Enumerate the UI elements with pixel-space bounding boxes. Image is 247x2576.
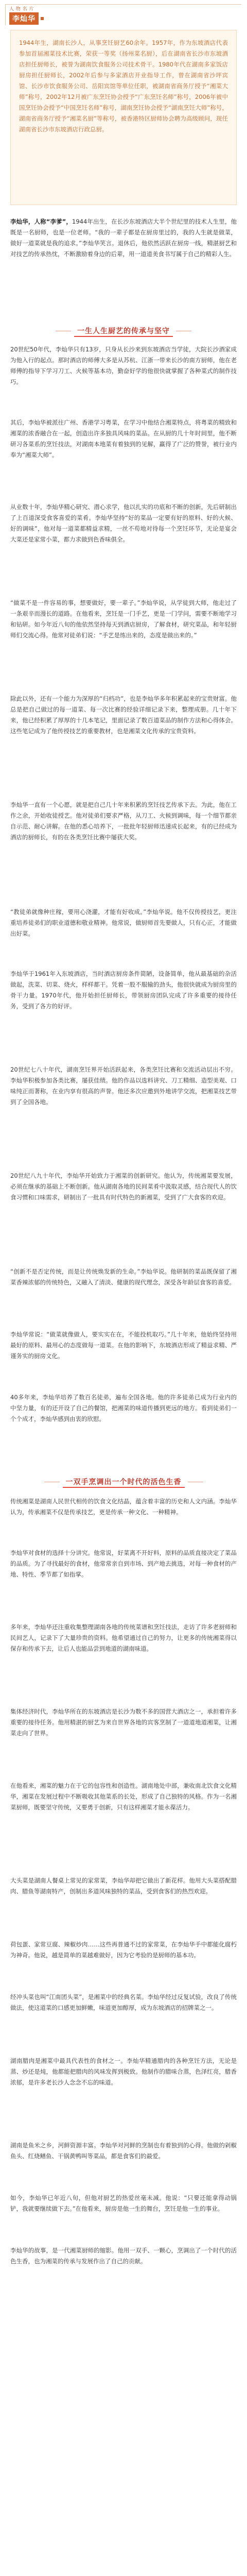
s2-paragraph: 李灿华对食材的选择十分讲究。他常说，好菜离不开好料，原料的品质直接决定了菜品的品质。为了寻找最好的食材，他常常亲自到市场、到产地去挑选，对每一种食材的产地、特性、季节都了如指掌。 [10, 1549, 237, 1578]
s2-paragraph: 多年来，李灿华还注重收集整理湖南各地的传统菜谱和烹饪技法，走访了许多老厨师和民间艺人，记录下了大量珍贵的资料。他希望通过自己的努力，让更多的传统湘菜得以保存和传承下去，让后人也能品尝到地道的湖南味道。 [10, 1623, 237, 1652]
s1-paragraph: 20世纪七八十年代，湖南烹饪界开始活跃起来，各类烹饪比赛和交流活动层出不穷。李灿华积极参加各类比赛，屡获佳绩。他的作品以选料讲究、刀工精细、造型美观、口味纯正而著称，在业内享有很高的声誉。他还多次应邀到外地讲学交流，把湘菜技艺带到了全国各地。 [10, 1066, 237, 1106]
s2-paragraph: 集体经济时代，李灿华所在的东坡酒店是长沙为数不多的国营大酒店之一，承担着许多重要的接待任务。他用精湛的厨艺为来自世界各地的宾客烹制了一道道地道湘菜，让湘菜走向了世界。 [10, 1708, 237, 1737]
s2-paragraph: 传统湘菜是湖南人民世代相传的饮食文化结晶，蕴含着丰富的历史和人文内涵。李灿华认为，传承湘菜不仅是传承技艺，更是传承一种文化、一种精神。 [10, 1498, 237, 1516]
section2-title: 一双手烹调出一个时代的活色生香 [63, 1477, 185, 1488]
s1-paragraph: “做菜不是一件容易的事，想要做好，要一辈子。”李灿华说，从学徒到大师，他走过了一条艰辛而漫长的道路。在他看来，烹饪是一门手艺，更是一门学问，需要不断地学习和钻研。如今年近八旬的他依然坚持每天到酒店厨房，了解食材，研究菜品，和年轻厨师们交流心得。他常对徒弟们说：“手艺是练出来的，态度是做出来的。” [10, 599, 237, 639]
lead-text: 1944年出生，在长沙东坡酒店大半个世纪里的技术人生里，他既是一名厨师，也是一位老师。“我的一辈子都是在厨房里过的，我的人生就是做菜，做好一道菜就是我的追求。”李灿华笑言。退休后，他依然活跃在厨房一线，精湛厨艺和对技艺的传承热忱，不断激励着身边的后辈，用一道道美食书写属于自己的精彩人生。 [10, 218, 237, 258]
profile-name-block [9, 12, 44, 25]
s2-paragraph: 湖南腊肉是湘菜中最具代表性的食材之一。李灿华精通腊肉的各种烹饪方法，无论是蒸、炒还是炖，他都能把腊肉的风味发挥到极致。他制作的腊味合蒸，色泽红亮，腊香浓郁，是许多老长沙人念念不忘的味道。 [10, 2057, 237, 2086]
s2-paragraph: 李灿华的故事，是一代湘菜厨师的缩影。他用一双手、一颗心，烹调出了一个时代的活色生香，也为湘菜的传承与发展作出了自己的贡献。 [10, 2247, 237, 2265]
s1-paragraph: 20世纪八九十年代，李灿华开始致力于湘菜的创新研究。他认为，传统湘菜要发展，必须在继承的基础上不断创新。他从湖南各地的民间菜肴中汲取灵感，结合现代人的饮食习惯和口味需求，研制出了一批具有时代特色的新湘菜，受到了广大食客的欢迎。 [10, 1172, 237, 1201]
s2-paragraph: 大头菜是湖南人餐桌上常见的家常菜，李灿华却把它做出了新花样。他用大头菜搭配腊肉、腊鱼等湖南特产，创制出多道风味独特的菜品，受到食客们的热烈欢迎。 [10, 1877, 237, 1895]
s2-paragraph: 经冲头菜也叫“江南团头菜”，是湘菜中的经典名菜。李灿华经过反复试验，改良了传统做法，使这道菜的口感更加鲜嫩，味道更加醇厚，成为东坡酒店的招牌菜之一。 [10, 1993, 237, 2011]
lead-paragraph [10, 216, 237, 260]
s2-paragraph: 如今，李灿华已年近八旬，但他对厨艺的热爱丝毫未减。他说：“只要还能拿得动锅铲，我就要继续做下去。”在他看来，厨房是他一生的舞台，烹饪是他一生的事业。 [10, 2194, 237, 2212]
s1-paragraph: 20世纪50年代，李灿华只有13岁，只身从长沙来到东坡酒店当学徒，大院长沙酒家成为他入行的起点。那时酒店的师傅大多是从苏杭、江浙一带来长沙的南方厨师，他在老师傅的指导下学习刀工、火候等基本功，勤奋好学的他很快就掌握了各种菜式的制作技巧。 [10, 346, 237, 385]
s2-paragraph: 湖南是鱼米之乡，河鲜资源丰富。李灿华对河鲜的烹制也有着独到的心得。他做的剁椒鱼头、红烧鳝鱼、干锅黄鸭叫等菜品，都是食客们的最爱。 [10, 2142, 237, 2160]
s1-paragraph: 李灿华一直有一个心愿，就是把自己几十年来积累的烹饪技艺传承下去。为此，他在工作之余，开始收徒授艺。他对徒弟们要求严格，从刀工、火候到调味，每一个细节都亲自示范、耐心讲解。在他的悉心培养下，一批批年轻厨师迅速成长起来，有的已经成为酒店的厨师长，有的在各类烹饪比赛中屡获大奖。 [10, 801, 237, 841]
intro-text: 1944年生，湖南长沙人，从事烹饪厨艺60余年。1957年，作为东坡酒店代表参加首届湘菜技术比赛，荣获一等奖（扬州菜名厨），后在湖南省长沙市东坡酒店担任厨师长，被誉为湖南饮食服务公司技术骨干。1980年代在湖南多家饭店厨房担任厨师长，2002年后参与多家酒店开业指导工作，曾在湖南省沙坪宾馆、长沙市饮食服务公司、岳阳宾馆等单位任职，被湖南省商务厅授予“湘菜大师”称号，2002年12月被广东烹饪协会授予“广东烹饪名师”称号，2006年被中国烹饪协会授予“中国烹饪名师”称号，湖南烹饪协会授予“湖南烹饪大师”称号，湖南省商务厅授予“湘菜名厨”等称号，被香港特区厨师协会聘为高级顾问，现任湖南省长沙市东坡酒店行政总厨。 [19, 39, 228, 133]
s1-paragraph: “教徒弟就像种庄稼，要用心浇灌，才能有好收成。”李灿华说。他不仅传授技艺，更注重培养徒弟们的职业道德和敬业精神。他常说，做厨师首先要做人，只有心正，才能做出好菜。 [10, 908, 237, 937]
profile-name: 李灿华 [9, 12, 39, 25]
s1-paragraph: 从业数十年，李灿华精心研究、潜心求学，他以扎实的功底和不断的创新，先后研制出了上百道深受食客喜爱的菜肴。李灿华坚持“好的菜品一定要有好的原料、好的火候、好的调味”，他对每一道菜都精益求精，一丝不苟地对待每一个烹饪环节，无论是宴会大菜还是家常小菜，都力求做到色香味俱全。 [10, 503, 237, 543]
s1-paragraph: 其后，李灿华被派往广州、香港学习粤菜，在学习中他结合湘菜特点，将粤菜的精致和湘菜的浓香融合在一起，创造出许多独具风味的菜品。在从厨的几十年时间里，他不断研习各菜系的烹饪技法，对湖南本地菜有着独到的见解，赢得了广泛的赞誉，被行业内奉为“湘菜大师”。 [10, 419, 237, 459]
lead-bold: 李灿华，人称“李爹”， [10, 218, 73, 225]
profile-label: 人 物 名 片 [9, 7, 34, 12]
s1-paragraph: 除此以外，还有一个能力为深厚的“归档功”，也是李灿华多年积累起来的宝贵财富。他总是把自己做过的每一道菜、每一次比赛的经验详细记录下来，整理成册。几十年下来，他已经积累了厚厚的十几本笔记，里面记录了数百道菜品的制作方法和心得体会。这些笔记成为了他传授技艺的重要教材，也是湘菜文化传承的宝贵资料。 [10, 695, 237, 735]
profile-dot-icon [41, 17, 44, 20]
s2-paragraph: 在他看来，湘菜的魅力在于它的包容性和创造性。湖南地处中部，兼收南北饮食文化精华，湘菜在发展过程中不断吸收其他菜系的长处，形成了自己独特的风格。作为一名湘菜厨师，既要坚守传统，又要勇于创新，只有这样湘菜才能永葆活力。 [10, 1782, 237, 1811]
intro-box [10, 30, 237, 205]
s1-paragraph: “创新不是否定传统，而是让传统焕发新的生命。”李灿华说。他研制的菜品既保留了湘菜香辣浓郁的传统特色，又融入了清淡、健康的现代理念，深受各年龄层食客的喜爱。 [10, 1268, 237, 1286]
section2-title-block [0, 1477, 247, 1488]
s1-paragraph: 李灿华常说：“做菜就像做人，要实实在在，不能投机取巧。”几十年来，他始终坚持用最好的原料、最用心的态度做每一道菜。在他的影响下，东坡酒店形成了精益求精、严谨务实的厨房文化。 [10, 1331, 237, 1360]
s1-paragraph: 40多年来，李灿华培养了数百名徒弟，遍布全国各地。他的许多徒弟已成为行业内的中坚力量，有的还开设了自己的餐馆，把湘菜的味道传播到更远的地方。看到徒弟们一个个成才，李灿华感到由衷的欣慰。 [10, 1394, 237, 1422]
s1-paragraph: 李灿华于1961年入东坡酒店，当时酒店厨房条件简陋，设备简单，他从最基础的杂活做起，洗菜、切菜、烧火，样样都干。凭着一股不服输的劲头，他很快就成为厨房里的骨干力量。1970年代，他开始担任厨师长，带领厨房团队完成了许多重要的接待任务，受到了各方的好评。 [10, 970, 237, 1010]
section1-title-block [0, 326, 247, 337]
s2-paragraph: 荷包蛋、家常豆腐、辣椒炒肉……这些再普通不过的家常菜，在李灿华手中都能化腐朽为神奇。他说，越是简单的菜越难做好，因为它考验的是厨师的基本功。 [10, 1941, 237, 1959]
section1-title: 一生人生厨艺的传承与坚守 [74, 326, 173, 337]
